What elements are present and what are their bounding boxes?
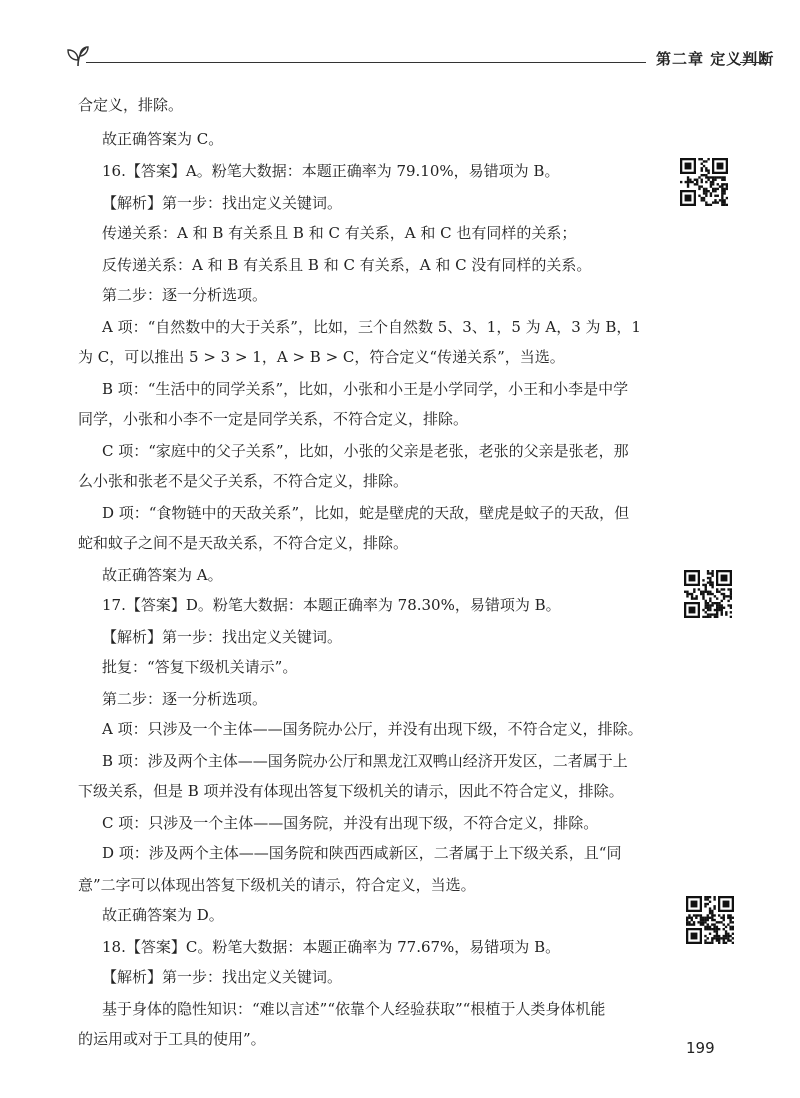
- text-line: C 项：“家庭中的父子关系”，比如，小张的父亲是老张，老张的父亲是张老，那: [102, 442, 629, 460]
- text-line: 下级关系，但是 B 项并没有体现出答复下级机关的请示，因此不符合定义，排除。: [78, 782, 624, 800]
- text-line: 【解析】第一步：找出定义关键词。: [102, 194, 343, 212]
- text-line: 第二步：逐一分析选项。: [102, 286, 268, 304]
- text-line: 【解析】第一步：找出定义关键词。: [102, 968, 343, 986]
- leaf-icon: [64, 42, 92, 70]
- text-line: 反传递关系：A 和 B 有关系且 B 和 C 有关系，A 和 C 没有同样的关系。: [102, 256, 592, 274]
- text-line: 18.【答案】C。粉笔大数据：本题正确率为 77.67%，易错项为 B。: [102, 938, 561, 956]
- text-line: 【解析】第一步：找出定义关键词。: [102, 628, 343, 646]
- header-rule-right: [740, 62, 770, 63]
- text-line: 基于身体的隐性知识：“难以言述”“依靠个人经验获取”“根植于人类身体机能: [102, 1000, 606, 1018]
- page-number: 199: [686, 1039, 715, 1057]
- text-line: A 项：“自然数中的大于关系”，比如，三个自然数 5、3、1，5 为 A，3 为 B，1: [102, 318, 641, 336]
- text-line: B 项：“生活中的同学关系”，比如，小张和小王是小学同学，小王和小李是中学: [102, 380, 629, 398]
- qr-code-icon: [680, 158, 728, 206]
- qr-code-icon: [686, 896, 734, 944]
- text-line: 意”二字可以体现出答复下级机关的请示，符合定义，当选。: [78, 876, 476, 894]
- text-line: 的运用或对于工具的使用”。: [78, 1030, 266, 1048]
- text-line: 17.【答案】D。粉笔大数据：本题正确率为 78.30%，易错项为 B。: [102, 596, 561, 614]
- text-line: 蛇和蚊子之间不是天敌关系，不符合定义，排除。: [78, 534, 409, 552]
- chapter-title: 第二章 定义判断: [656, 50, 775, 68]
- text-line: 故正确答案为 C。: [102, 130, 224, 148]
- header-rule-left: [86, 62, 646, 63]
- text-line: D 项：“食物链中的天敌关系”，比如，蛇是壁虎的天敌，壁虎是蚊子的天敌，但: [102, 504, 630, 522]
- text-line: 批复：“答复下级机关请示”。: [102, 658, 298, 676]
- text-line: 故正确答案为 D。: [102, 906, 224, 924]
- running-header: [64, 42, 775, 72]
- text-line: 为 C，可以推出 5 > 3 > 1，A > B > C，符合定义“传递关系”，当选。: [78, 348, 565, 366]
- text-line: B 项：涉及两个主体——国务院办公厅和黑龙江双鸭山经济开发区，二者属于上: [102, 752, 628, 770]
- text-line: 故正确答案为 A。: [102, 566, 223, 584]
- qr-code-icon: [684, 570, 732, 618]
- text-line: 传递关系：A 和 B 有关系且 B 和 C 有关系，A 和 C 也有同样的关系；: [102, 224, 577, 242]
- text-line: 么小张和张老不是父子关系，不符合定义，排除。: [78, 472, 409, 490]
- text-line: 合定义，排除。: [78, 96, 184, 114]
- text-line: D 项：涉及两个主体——国务院和陕西西咸新区，二者属于上下级关系，且“同: [102, 844, 622, 862]
- text-line: C 项：只涉及一个主体——国务院，并没有出现下级，不符合定义，排除。: [102, 814, 599, 832]
- text-line: 同学，小张和小李不一定是同学关系，不符合定义，排除。: [78, 410, 469, 428]
- text-line: 16.【答案】A。粉笔大数据：本题正确率为 79.10%，易错项为 B。: [102, 162, 560, 180]
- text-line: 第二步：逐一分析选项。: [102, 690, 268, 708]
- text-line: A 项：只涉及一个主体——国务院办公厅，并没有出现下级，不符合定义，排除。: [102, 720, 643, 738]
